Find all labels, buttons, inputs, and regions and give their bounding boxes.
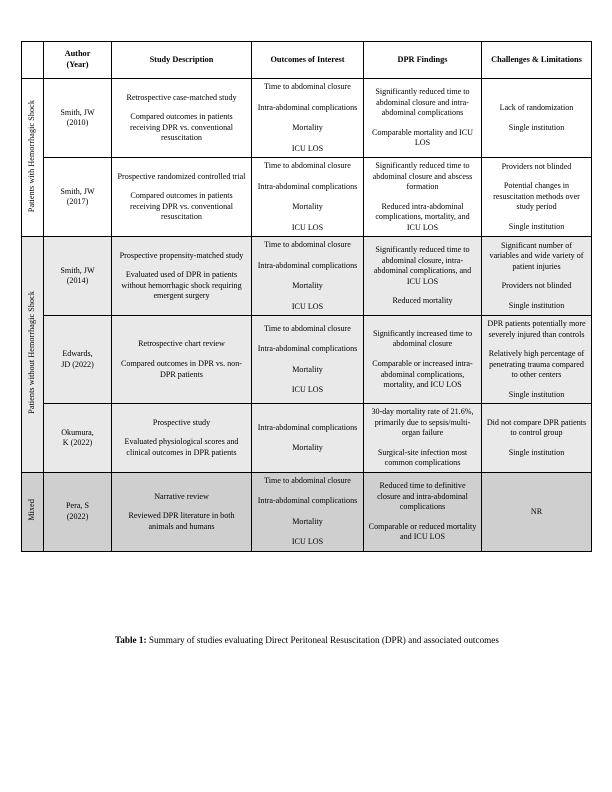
cell-outcomes-item: Intra-abdominal complications [257, 422, 358, 432]
table-container [21, 41, 591, 552]
cell-outcomes-item: Time to abdominal closure [264, 475, 351, 485]
row-group-label-text: Patients with Hemorrhagic Shock [27, 99, 37, 212]
studies-summary-table [21, 41, 592, 552]
cell-outcomes-item: Mortality [292, 516, 323, 526]
cell-dpr-findings-item: Surgical-site infection most common complications [377, 447, 468, 468]
author-year: (2022) [66, 511, 89, 521]
column-header-author [44, 42, 112, 79]
cell-challenges-item: Significant number of variables and wide variety of patient injuries [489, 240, 584, 271]
row-group-label-text: Patients without Hemorrhagic Shock [27, 291, 37, 415]
cell-challenges [482, 158, 592, 237]
author-name: Pera, S [66, 501, 89, 511]
cell-challenges-item: Did not compare DPR patients to control group [486, 417, 587, 438]
author-year: (2010) [66, 118, 89, 128]
cell-dpr-findings [364, 404, 482, 473]
cell-challenges-item: Single institution [508, 221, 565, 231]
cell-study-description-item: Prospective randomized controlled trial [117, 171, 246, 181]
cell-study-description [112, 316, 252, 404]
cell-author [44, 404, 112, 473]
cell-dpr-findings [364, 79, 482, 158]
cell-challenges-item: Lack of randomization [499, 103, 574, 113]
author-year: (2017) [66, 197, 89, 207]
cell-study-description-item: Reviewed DPR literature in both animals and humans [128, 511, 235, 531]
cell-outcomes-item: Intra-abdominal complications [257, 344, 358, 354]
cell-study-description-item: Evaluated physiological scores and clinical outcomes in DPR patients [124, 437, 239, 457]
cell-outcomes [252, 158, 364, 237]
cell-study-description-item: Prospective study [152, 417, 211, 427]
cell-outcomes-item: Intra-abdominal complications [257, 496, 358, 506]
cell-outcomes-item: Time to abdominal closure [264, 240, 351, 250]
author-name: Smith, JW [60, 107, 95, 117]
author-year: K (2022) [62, 438, 93, 448]
cell-dpr-findings-item: Significantly reduced time to abdominal closure and intra-abdominal complications [375, 87, 470, 118]
cell-outcomes [252, 316, 364, 404]
cell-challenges [482, 404, 592, 473]
cell-dpr-findings-item: 30-day mortality rate of 21.6%, primarily due to sepsis/multi-organ failure [371, 407, 474, 438]
caption-text: Summary of studies evaluating Direct Peritoneal Resuscitation (DPR) and associated outcomes [146, 635, 499, 645]
cell-challenges [482, 79, 592, 158]
table-row [22, 158, 592, 237]
cell-study-description-item: Compared outcomes in patients receiving DPR vs. conventional resuscitation [130, 112, 233, 143]
cell-author [44, 79, 112, 158]
table-row [22, 472, 592, 551]
cell-study-description-item: Compared outcomes in patients receiving DPR vs. conventional resuscitation [130, 191, 233, 222]
cell-challenges [482, 237, 592, 316]
cell-dpr-findings-item: Significantly increased time to abdominal closure [372, 328, 473, 349]
column-header-challenges: Challenges & Limitations [482, 42, 592, 79]
author-year: JD (2022) [61, 359, 94, 369]
cell-study-description [112, 472, 252, 551]
cell-outcomes-item: Mortality [292, 364, 323, 374]
row-group-label-text: Mixed [27, 499, 37, 521]
cell-outcomes [252, 404, 364, 473]
author-name: Smith, JW [60, 265, 95, 275]
cell-outcomes-item: Mortality [292, 443, 323, 453]
cell-outcomes-item: Mortality [292, 202, 323, 212]
table-row [22, 237, 592, 316]
cell-outcomes-item: Time to abdominal closure [264, 161, 351, 171]
cell-challenges-item: NR [530, 506, 543, 516]
cell-outcomes [252, 237, 364, 316]
cell-dpr-findings-item: Significantly reduced time to abdominal closure, intra-abdominal complications, and ICU LOS [373, 245, 472, 286]
cell-outcomes-item: Intra-abdominal complications [257, 181, 358, 191]
cell-author [44, 472, 112, 551]
cell-challenges [482, 316, 592, 404]
cell-challenges-item: DPR patients potentially more severely injured than controls [487, 319, 586, 339]
cell-challenges-item: Potential changes in resuscitation methods over study period [493, 181, 580, 212]
cell-study-description-item: Prospective propensity-matched study [119, 250, 244, 260]
cell-outcomes-item: Intra-abdominal complications [257, 260, 358, 270]
cell-outcomes-item: Time to abdominal closure [264, 323, 351, 333]
cell-challenges-item: Providers not blinded [501, 161, 572, 171]
column-header-study-description: Study Description [112, 42, 252, 79]
cell-author [44, 316, 112, 404]
cell-dpr-findings-item: Significantly reduced time to abdominal closure and abscess formation [372, 161, 473, 192]
cell-challenges-item: Single institution [508, 447, 565, 457]
table-caption [72, 634, 542, 647]
cell-outcomes-item: ICU LOS [291, 537, 324, 547]
table-row [22, 316, 592, 404]
cell-challenges-item: Single institution [508, 300, 565, 310]
cell-dpr-findings [364, 472, 482, 551]
header-row [22, 42, 592, 79]
column-header-group [22, 42, 44, 79]
caption-label: Table 1: [115, 635, 147, 645]
table-header [22, 42, 592, 79]
cell-dpr-findings [364, 316, 482, 404]
cell-study-description-item: Evaluated used of DPR in patients without hemorrhagic shock requiring emergent surgery [121, 270, 242, 301]
cell-dpr-findings-item: Comparable or increased intra-abdominal complications, mortality, and ICU LOS [372, 359, 473, 390]
row-group-label-2 [22, 237, 44, 473]
cell-study-description-item: Retrospective chart review [138, 339, 225, 349]
cell-dpr-findings-item: Reduced intra-abdominal complications, mortality, and ICU LOS [375, 201, 470, 232]
cell-dpr-findings-item: Comparable mortality and ICU LOS [372, 127, 473, 148]
cell-dpr-findings [364, 158, 482, 237]
column-header-outcomes: Outcomes of Interest [252, 42, 364, 79]
author-year: (2014) [66, 276, 89, 286]
cell-study-description-item: Compared outcomes in DPR vs. non-DPR patients [121, 359, 242, 379]
cell-study-description [112, 79, 252, 158]
cell-dpr-findings-item: Reduced time to definitive closure and intra-abdominal complications [377, 481, 468, 512]
cell-outcomes-item: ICU LOS [291, 143, 324, 153]
cell-study-description [112, 237, 252, 316]
cell-challenges-item: Single institution [508, 389, 565, 399]
cell-study-description-item: Narrative review [154, 491, 209, 501]
column-header-dpr-findings: DPR Findings [364, 42, 482, 79]
cell-challenges-item: Single institution [508, 122, 565, 132]
cell-challenges [482, 472, 592, 551]
cell-challenges-item: Relatively high percentage of penetrating trauma compared to other centers [488, 349, 585, 380]
cell-dpr-findings-item: Reduced mortality [392, 296, 453, 306]
row-group-label-1 [22, 79, 44, 237]
cell-challenges-item: Providers not blinded [501, 281, 572, 291]
cell-outcomes-item: ICU LOS [291, 301, 324, 311]
cell-study-description [112, 404, 252, 473]
cell-outcomes [252, 79, 364, 158]
author-name: Okumura, [61, 427, 94, 437]
cell-outcomes-item: ICU LOS [291, 385, 324, 395]
author-name: Smith, JW [60, 186, 95, 196]
cell-outcomes-item: Mortality [292, 123, 323, 133]
cell-outcomes [252, 472, 364, 551]
cell-outcomes-item: Intra-abdominal complications [257, 102, 358, 112]
cell-dpr-findings-item: Comparable or reduced mortality and ICU LOS [368, 521, 477, 542]
cell-author [44, 237, 112, 316]
cell-study-description [112, 158, 252, 237]
cell-outcomes-item: ICU LOS [291, 222, 324, 232]
author-name: Edwards, [62, 349, 93, 359]
cell-outcomes-item: Mortality [292, 281, 323, 291]
cell-author [44, 158, 112, 237]
cell-outcomes-item: Time to abdominal closure [264, 82, 351, 91]
table-row [22, 404, 592, 473]
row-group-label-3 [22, 472, 44, 551]
cell-study-description-item: Retrospective case-matched study [126, 92, 237, 102]
cell-dpr-findings [364, 237, 482, 316]
table-body [22, 79, 592, 552]
column-header-author-line1: Author [64, 49, 91, 59]
column-header-author-line2: (Year) [66, 60, 89, 69]
table-row [22, 79, 592, 158]
